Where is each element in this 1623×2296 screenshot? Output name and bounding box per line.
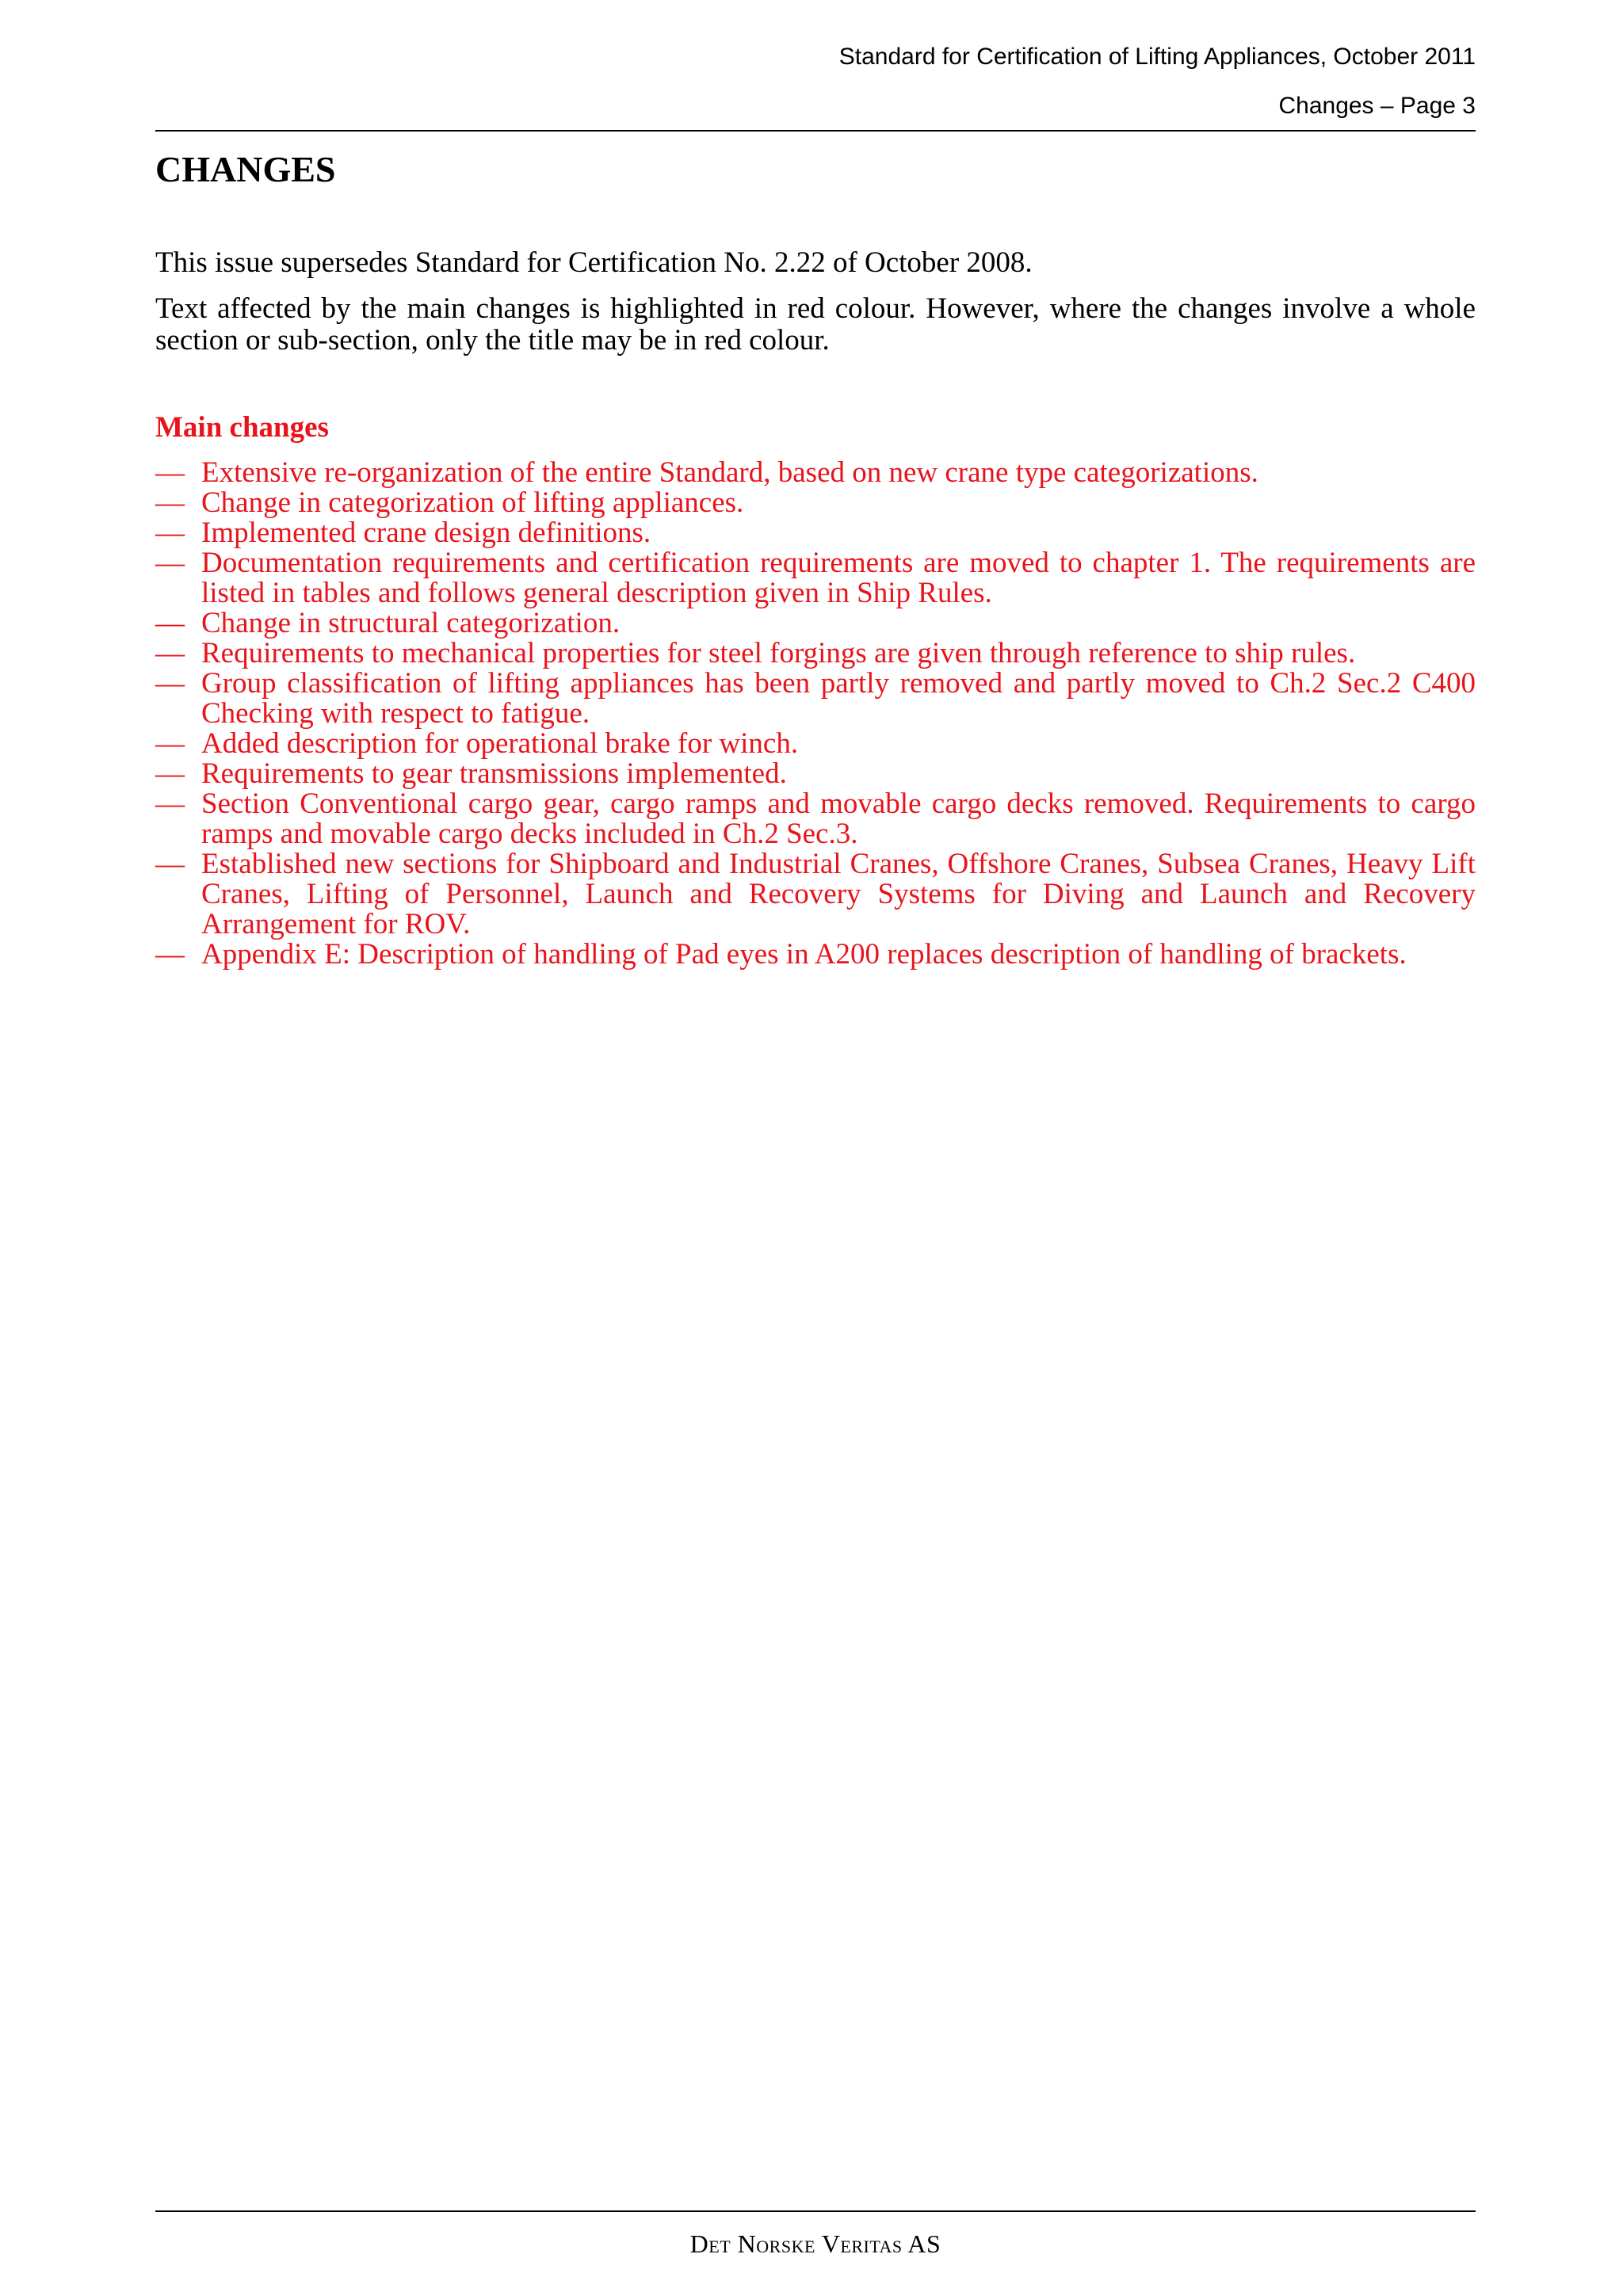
list-item-text: Extensive re-organization of the entire Standard, based on new crane type categorizations.	[201, 456, 1258, 489]
list-item-text: Section Conventional cargo gear, cargo ramps and movable cargo decks removed. Requirements to cargo ramps and movable cargo decks included in Ch.2 Sec.3.	[201, 788, 1476, 850]
list-item-text: Change in structural categorization.	[201, 607, 621, 639]
em-dash-bullet: —	[155, 848, 185, 880]
em-dash-bullet: —	[155, 547, 185, 579]
list-item	[155, 759, 1476, 789]
page-footer: Det Norske Veritas AS	[689, 2229, 941, 2258]
page-header	[155, 41, 1476, 122]
list-item-text: Requirements to gear transmissions implemented.	[201, 757, 787, 790]
em-dash-bullet: —	[155, 607, 185, 639]
header-page-label: Changes – Page 3	[1278, 93, 1476, 119]
list-item-text: Appendix E: Description of handling of Pad eyes in A200 replaces description of handling of brackets.	[201, 938, 1407, 971]
list-item	[155, 669, 1476, 729]
list-item	[155, 789, 1476, 849]
em-dash-bullet: —	[155, 637, 185, 669]
list-item-text: Implemented crane design definitions.	[201, 517, 651, 549]
supersedes-paragraph: This issue supersedes Standard for Certification No. 2.22 of October 2008.	[155, 246, 1033, 279]
em-dash-bullet: —	[155, 938, 185, 971]
list-item	[155, 458, 1476, 488]
em-dash-bullet: —	[155, 757, 185, 790]
list-item-text: Requirements to mechanical properties for steel forgings are given through reference to ship rules.	[201, 637, 1356, 669]
em-dash-bullet: —	[155, 727, 185, 760]
em-dash-bullet: —	[155, 486, 185, 519]
list-item	[155, 639, 1476, 669]
em-dash-bullet: —	[155, 667, 185, 700]
main-changes-heading: Main changes	[155, 411, 329, 444]
main-changes-list	[155, 458, 1476, 970]
header-document-title: Standard for Certification of Lifting Appliances, October 2011	[838, 44, 1476, 70]
list-item	[155, 849, 1476, 940]
list-item	[155, 608, 1476, 639]
list-item	[155, 548, 1476, 608]
main-changes-section	[155, 410, 1476, 970]
list-item	[155, 940, 1476, 970]
list-item-text: Established new sections for Shipboard and Industrial Cranes, Offshore Cranes, Subsea Cranes, Heavy Lift Cranes, Lifting of Personnel, Launch and Recovery Systems for Diving and Launch and Recovery Arrangement for ROV.	[201, 848, 1476, 940]
document-page	[155, 0, 1476, 2296]
list-item-text: Change in categorization of lifting appliances.	[201, 486, 744, 519]
em-dash-bullet: —	[155, 456, 185, 489]
header-divider	[155, 130, 1476, 132]
intro-section	[155, 247, 1476, 371]
list-item-text: Documentation requirements and certification requirements are moved to chapter 1. The requirements are listed in tables and follows general description given in Ship Rules.	[201, 547, 1476, 609]
list-item	[155, 518, 1476, 548]
highlight-note-paragraph: Text affected by the main changes is highlighted in red colour. However, where the changes involve a whole section or sub-section, only the title may be in red colour.	[155, 292, 1476, 357]
em-dash-bullet: —	[155, 788, 185, 820]
list-item-text: Added description for operational brake for winch.	[201, 727, 799, 760]
em-dash-bullet: —	[155, 517, 185, 549]
list-item	[155, 729, 1476, 759]
list-item	[155, 488, 1476, 518]
page-title: CHANGES	[155, 149, 336, 189]
footer-divider	[155, 2210, 1476, 2212]
list-item-text: Group classification of lifting appliances has been partly removed and partly moved to Ch.2 Sec.2 C400 Checking with respect to fatigue.	[201, 667, 1476, 730]
